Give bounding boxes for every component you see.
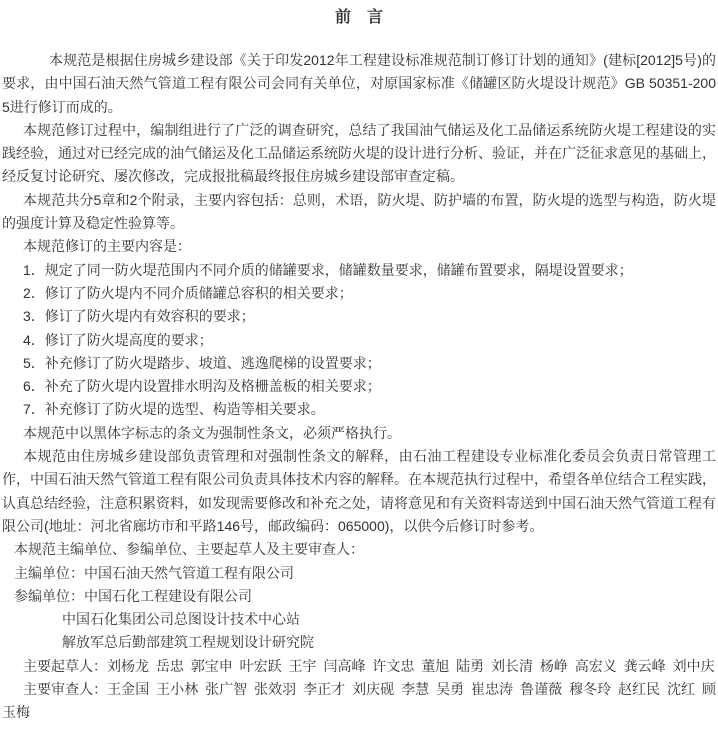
revision-item-4: 4．修订了防火堤高度的要求； [23, 331, 213, 348]
revision-item-1: 1．规定了同一防火堤范围内不同介质的储罐要求，储罐数量要求，储罐布置要求，隔堤设置要求； [23, 261, 633, 278]
revision-item-6: 6．补充了防火堤内设置排水明沟及格栅盖板的相关要求； [23, 378, 381, 395]
co-editing-unit-1: 参编单位：中国石化工程建设有限公司 [14, 587, 252, 604]
mandatory-provisions-note: 本规范中以黑体字标志的条文为强制性条文，必须严格执行。 [23, 424, 401, 441]
units-lead: 本规范主编单位、参编单位、主要起草人及主要审查人： [14, 541, 364, 558]
chief-editing-unit: 主编单位：中国石油天然气管道工程有限公司 [14, 564, 294, 581]
revision-item-7: 7．补充修订了防火堤的选型、构造等相关要求。 [23, 401, 325, 418]
main-revisions-lead: 本规范修订的主要内容是： [23, 238, 191, 255]
revision-process-paragraph: 本规范修订过程中，编制组进行了广泛的调查研究，总结了我国油气储运及化工品储运系统防火堤工程建设的实践经验，通过对已经完成的油气储运及化工品储运系统防火堤的设计进行分析、验证，并在广泛征求意见的基础上，经反复讨论研究、屡次修改，完成报批稿最终报住房城乡建设部审查定稿。 [2, 121, 716, 185]
contents-overview-paragraph: 本规范共分5章和2个附录，主要内容包括：总则，术语，防火堤、防护墙的布置，防火堤的选型与构造，防火堤的强度计算及稳定性验算等。 [2, 191, 716, 232]
management-paragraph: 本规范由住房城乡建设部负责管理和对强制性条文的解释，由石油工程建设专业标准化委员会负责日常管理工作，中国石油天然气管道工程有限公司负责具体技术内容的解释。在本规范执行过程中，希望各单位结合工程实践，认真总结经验，注意积累资料，如发现需要修改和补充之处，请将意见和有关资料寄送到中国石油天然气管道工程有限公司(地址：河北省廊坊市和平路146号，邮政编码：065000)，以供今后修订时参考。 [2, 448, 716, 534]
chief-reviewers-list: 主要审查人：王金国 王小林 张广智 张效羽 李正才 刘庆砚 李慧 吴勇 崔忠涛 鲁谨薇 穆冬玲 赵红民 沈红 顾玉梅 [2, 681, 716, 721]
revision-item-5: 5．补充修订了防火堤踏步、坡道、逃逸爬梯的设置要求； [23, 354, 381, 371]
co-editing-unit-3: 解放军总后勤部建筑工程规划设计研究院 [62, 634, 314, 651]
co-editing-unit-2: 中国石化集团公司总图设计技术中心站 [62, 611, 300, 628]
page-title: 前 言 [334, 9, 383, 26]
revision-item-3: 3．修订了防火堤内有效容积的要求； [23, 308, 255, 325]
intro-paragraph: 本规范是根据住房城乡建设部《关于印发2012年工程建设标准规范制订修订计划的通知》(建标[2012]5号)的要求，由中国石油天然气管道工程有限公司会同有关单位，对原国家标准《储罐区防火堤设计规范》GB 50351-2005进行修订而成的。 [2, 52, 716, 115]
chief-drafters-list: 主要起草人：刘杨龙 岳忠 郭宝申 叶宏跃 王宇 闫高峰 许文忠 董旭 陆勇 刘长清 杨峥 高宏义 龚云峰 刘中庆 [23, 657, 715, 674]
revision-item-2: 2．修订了防火堤内不同介质储罐总容积的相关要求； [23, 284, 353, 301]
